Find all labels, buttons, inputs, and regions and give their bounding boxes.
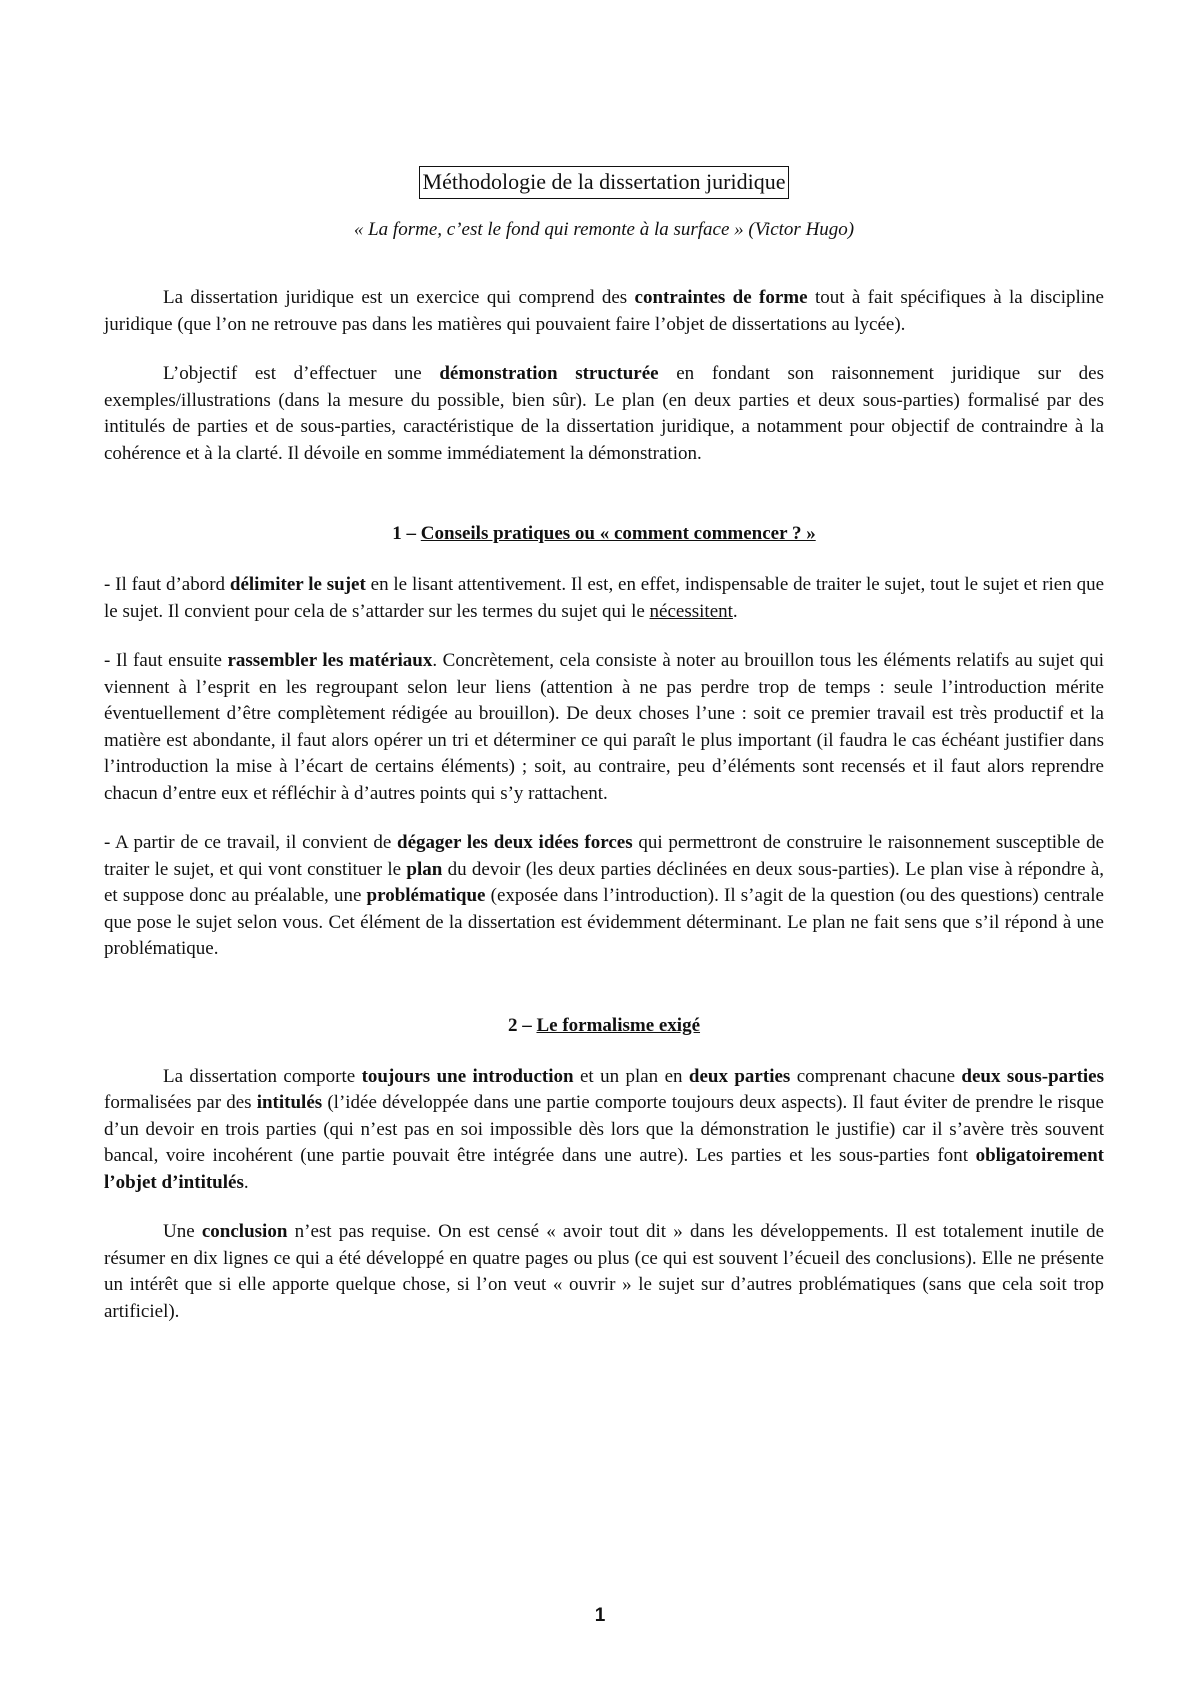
intro-paragraph-2	[104, 361, 1104, 467]
bold-term: deux parties	[688, 1065, 791, 1087]
text-run: L’objectif est d’effectuer une	[163, 363, 440, 384]
text-run: La dissertation comporte	[163, 1065, 362, 1087]
text-run: (l’idée développée dans une partie comporte toujours deux aspects). Il faut éviter de prendre le risque d’un devoir en trois parties (qui n’est pas en soi impossible dès lors que la démonstration le justifie) car il s’avère très souvent bancal, voire incohérent (une partie pouvait être intégrée dans une autre). Les parties et les sous-parties font	[104, 1092, 1104, 1166]
bold-term: obligatoirement l’objet d’intitulés	[104, 1145, 1104, 1193]
text-run: formalisées par des	[104, 1092, 257, 1113]
text-run: et un plan en	[573, 1065, 689, 1087]
underlined-term: nécessitent	[649, 600, 733, 622]
text-run: La dissertation juridique est un exercice qui comprend des	[163, 287, 635, 308]
text-run: qui permettront de construire le raisonnement susceptible de traiter le sujet, et qui vont constituer le	[104, 832, 1105, 880]
bold-term: dégager les deux idées forces	[397, 832, 633, 853]
text-run: en fondant son raisonnement juridique sur des exemples/illustrations (dans la mesure du possible, bien sûr). Le plan (en deux parties et deux sous-parties) formalisé par des intitulés de parties et de sous-parties, caractéristique de la dissertation juridique, a notamment pour objectif de contraindre à la cohérence et à la clarté. Il dévoile en somme immédiatement la démonstration.	[104, 363, 1105, 464]
section-1-heading	[104, 521, 1104, 547]
text-run: - Il faut d’abord	[104, 574, 230, 595]
section-1-paragraph-1	[104, 572, 1104, 625]
section-title: Conseils pratiques ou « comment commencer ? »	[420, 523, 816, 544]
text-run: (exposée dans l’introduction). Il s’agit de la question (ou des questions) centrale que pose le sujet selon vous. Cet élément de la dissertation est évidemment déterminant. Le plan ne fait sens que s’il répond à une problématique.	[104, 885, 1104, 959]
text-run: .	[243, 1171, 249, 1193]
intro-paragraph-1	[104, 285, 1104, 338]
section-number: 1 –	[392, 523, 421, 544]
document-title: Méthodologie de la dissertation juridique	[419, 166, 790, 199]
text-run: . Concrètement, cela consiste à noter au brouillon tous les éléments relatifs au sujet qui viennent à l’esprit en les regroupant selon leur liens (attention à ne pas perdre trop de temps : seule l’introduction mérite éventuellement d’être complètement rédigée au brouillon). De deux choses l’une : soit ce premier travail est très productif et la matière est abondante, il faut alors opérer un tri et déterminer ce qui paraît le plus important (il faudra le cas échéant justifier dans l’introduction la mise à l’écart de certains éléments) ; soit, au contraire, peu d’éléments sont recensés et il faut alors reprendre chacun d’entre eux et réfléchir à d’autres points qui s’y rattachent.	[104, 650, 1104, 804]
text-run: en le lisant attentivement. Il est, en effet, indispensable de traiter le sujet, tout le sujet et rien que le sujet. Il convient pour cela de s’attarder sur les termes du sujet qui le	[104, 574, 1104, 622]
section-2-paragraph-2	[104, 1219, 1104, 1325]
epigraph: « La forme, c’est le fond qui remonte à la surface » (Victor Hugo)	[353, 219, 855, 240]
bold-term: délimiter le sujet	[229, 574, 366, 595]
text-run: .	[732, 600, 738, 622]
bold-term: intitulés	[256, 1092, 323, 1113]
text-run: - Il faut ensuite	[104, 650, 228, 671]
section-title: Le formalisme exigé	[536, 1014, 701, 1036]
bold-term: toujours une introduction	[361, 1065, 574, 1087]
text-run: Une	[163, 1221, 202, 1242]
bold-term: démonstration structurée	[439, 363, 659, 384]
bold-term: conclusion	[201, 1221, 288, 1242]
document-body	[104, 166, 1104, 1325]
text-run: comprenant chacune	[790, 1065, 962, 1087]
text-run: n’est pas requise. On est censé « avoir tout dit » dans les développements. Il est totalement inutile de résumer en dix lignes ce qui a été développé en quatre pages ou plus (ce qui est souvent l’écueil des conclusions). Elle ne présente un intérêt que si elle apporte quelque chose, si l’on veut « ouvrir » le sujet sur d’autres problématiques (sans que cela soit trop artificiel).	[104, 1221, 1104, 1322]
section-2-paragraph-1	[104, 1064, 1104, 1197]
bold-term: rassembler les matériaux	[227, 650, 433, 671]
section-number: 2 –	[507, 1014, 537, 1036]
text-run: du devoir (les deux parties déclinées en deux sous-parties). Le plan vise à répondre à, et suppose donc au préalable, une	[104, 858, 1105, 906]
text-run: - A partir de ce travail, il convient de	[104, 832, 398, 853]
bold-term: problématique	[366, 885, 486, 906]
bold-term: plan	[406, 858, 443, 880]
bold-term: deux sous-parties	[961, 1065, 1105, 1087]
bold-term: contraintes de forme	[634, 287, 808, 308]
text-run: tout à fait spécifiques à la discipline juridique (que l’on ne retrouve pas dans les matières qui pouvaient faire l’objet de dissertations au lycée).	[104, 287, 1104, 335]
page-number: 1	[594, 1605, 606, 1626]
title-block	[104, 166, 1104, 199]
section-1-paragraph-2	[104, 648, 1104, 807]
section-2-heading	[104, 1013, 1104, 1039]
section-1-paragraph-3	[104, 830, 1104, 963]
